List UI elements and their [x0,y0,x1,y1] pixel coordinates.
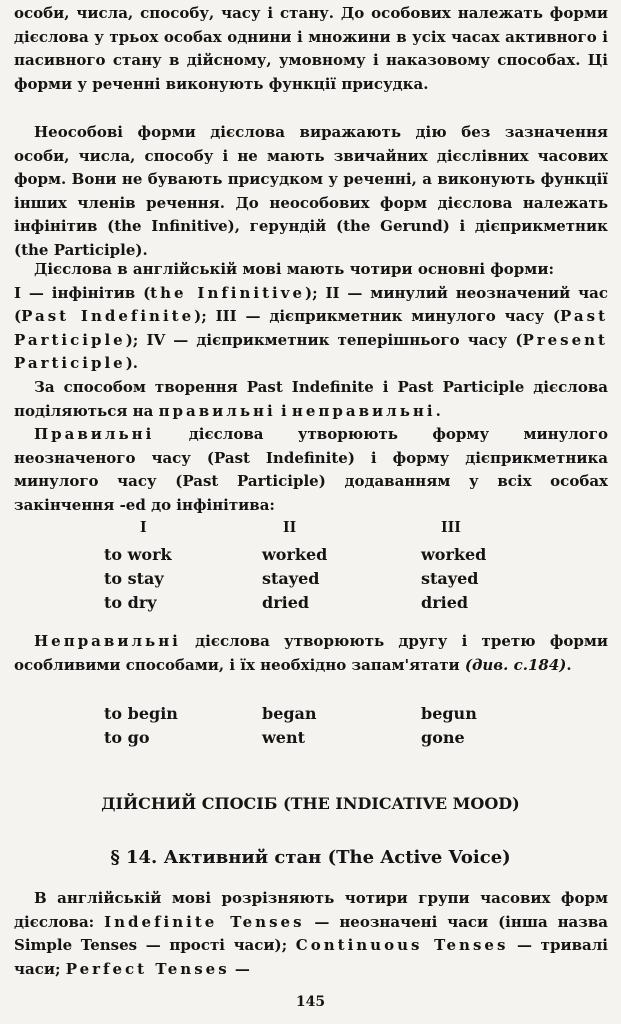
term-continuous-tenses: Continuous Tenses [295,936,509,954]
subsection-heading: § 14. Активний стан (The Active Voice) [110,847,511,868]
term-infinitive: the Infinitive [150,283,305,302]
table-row: to go went gone [104,728,465,747]
page-number: 145 [295,994,326,1010]
table-row: to dry dried dried [104,593,469,612]
paragraph-four-forms: Дієслова в англійській мові мають чотири основні форми: I — інфінітив (the Infinitive); II — минулий неозначений час (Past Indefinite); III — дієприкметник минулого часу (Past Participle); IV — дієприкметник теперішнього часу (Present Participle). [14,260,609,372]
table-row: to begin began begun [104,704,477,723]
paragraph-formation: За способом творення Past Indefinite і Past Participle дієслова поділяються на правильні і неправильні. [14,378,608,420]
table-header-row [0,517,621,541]
section-heading: ДІЙСНИЙ СПОСІБ (THE INDICATIVE MOOD) [101,794,520,813]
header-form-2: II [283,517,297,536]
paragraph-personal-forms: особи, числа, способу, часу і стану. До особових належать форми дієслова у трьох особах однини і множини в усіх часах активного і пасивного стану в дійсному, умовному і наказовому способах. Ці форми у реченні виконують функції присудка. [14,4,608,93]
paragraph-irregular-verbs: Неправильні дієслова утворюють другу і третю форми особливими способами, і їх необхідно запам'ятати (див. с.184). [14,632,608,674]
table-row: to work worked worked [104,545,487,564]
term-past-participle: Past Participle [14,307,609,349]
page-reference: (див. с.184) [464,655,567,674]
header-form-1: I [140,517,147,536]
term-present-participle: Present Participle [14,330,608,372]
paragraph-regular-verbs: Правильні дієслова утворюють форму минулого неозначеного часу (Past Indefinite) і форму дієприкметника минулого часу (Past Participle) додаванням у всіх особах закінчення -ed до інфінітива: [14,425,608,514]
term-regular-verbs: Правильні [34,425,155,443]
term-perfect-tenses: Perfect Tenses [65,959,230,978]
paragraph-nonfinite-forms: Неособові форми дієслова виражають дію без зазначення особи, числа, способу і не мають звичайних дієслівних часових форм. Вони не бувають присудком у реченні, а виконують функції інших членів речення. До неособових форм дієслова належать інфінітив (the Infinitive), герундій (the Gerund) і дієприкметник (the Participle). [14,123,608,259]
term-indefinite-tenses: Indefinite Tenses [104,912,305,931]
header-form-3: III [441,517,461,536]
table-row: to stay stayed stayed [104,569,479,588]
paragraph-tense-groups: В англійській мові розрізняють чотири групи часових форм дієслова: Indefinite Tenses — неозначені часи (інша назва Simple Tenses — прості часи); Continuous Tenses — тривалі часи; Perfect Tenses — [14,889,608,978]
term-regular: правильні [158,401,276,420]
term-irregular-verbs: Неправильні [34,632,181,650]
term-irregular: неправильні [291,401,436,420]
four-forms-intro: Дієслова в англійській мові мають чотири основні форми: [34,260,554,278]
term-past-indefinite: Past Indefinite [21,307,195,325]
